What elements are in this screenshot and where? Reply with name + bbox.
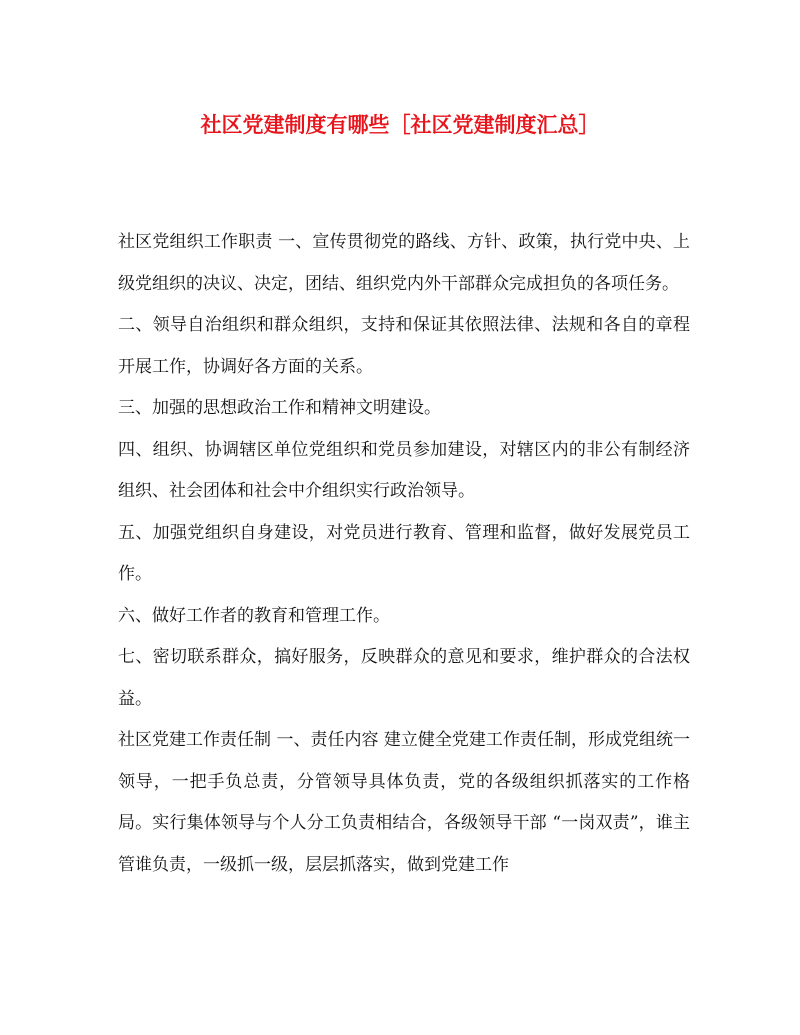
paragraph-item-2: 二、领导自治组织和群众组织，支持和保证其依照法律、法规和各自的章程开展工作，协调好各方面的关系。	[118, 315, 690, 377]
paragraph-item-6: 六、做好工作者的教育和管理工作。	[118, 605, 390, 626]
paragraph-item-3: 三、加强的思想政治工作和精神文明建设。	[118, 398, 441, 418]
paragraph-responsibility-system: 社区党建工作责任制 一、责任内容 建立健全党建工作责任制，形成党组统一领导，一把手负总责，分管领导具体负责，党的各级组织抓落实的工作格局。实行集体领导与个人分工负责相结合，各级领导干部 “一岗双责”，谁主管谁负责，一级抓一级，层层抓落实，做到党建工作	[118, 730, 690, 875]
document-title: 社区党建制度有哪些［社区党建制度汇总］	[200, 112, 600, 137]
paragraph-item-4: 四、组织、协调辖区单位党组织和党员参加建设，对辖区内的非公有制经济组织、社会团体和社会中介组织实行政治领导。	[118, 439, 690, 501]
document-body	[118, 222, 690, 886]
paragraph-item-5: 五、加强党组织自身建设，对党员进行教育、管理和监督，做好发展党员工作。	[118, 522, 690, 584]
paragraph-item-7: 七、密切联系群众，搞好服务，反映群众的意见和要求，维护群众的合法权益。	[118, 647, 690, 709]
paragraph-duties-intro: 社区党组织工作职责 一、宣传贯彻党的路线、方针、政策，执行党中央、上级党组织的决议、决定，团结、组织党内外干部群众完成担负的各项任务。	[118, 232, 690, 294]
